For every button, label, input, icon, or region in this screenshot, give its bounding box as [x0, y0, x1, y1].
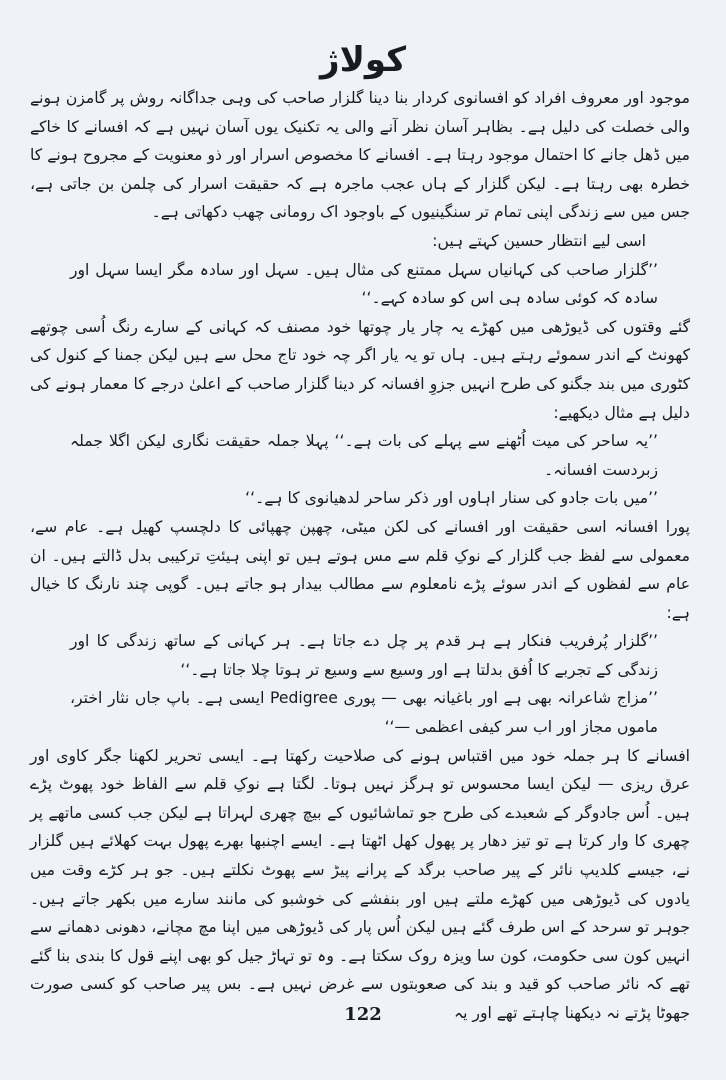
- page-title: کولاژ: [320, 40, 406, 80]
- paragraph: افسانے کا ہر جملہ خود میں اقتباس ہونے کی صلاحیت رکھتا ہے۔ ایسی تحریر لکھنا جگر کاوی اور عرق ریزی — لیکن ایسا محسوس تو ہرگز نہیں ہوتا۔ لگتا ہے نوکِ قلم سے الفاظ خود پھوٹ پڑے ہیں۔ اُس جادوگر کے شعبدے کی طرح جو تماشائیوں کے بیچ چھری لہراتا ہے لیکن جب کسی ماتھے پر چھری کا وار کرتا ہے تو تیز دھار پر پھول کھل اٹھتا ہے۔ ایسے اچنبھا بھرے پھول بہت کھلائے ہیں گلزار نے، جیسے کلدیپ نائر کے پیر صاحب برگد کے پرانے پیڑ سے پھوٹ نکلتے ہیں۔ جو ہر کڑے وقت میں یادوں کی ڈیوڑھی میں کھڑے ملتے ہیں اور بنفشے کی خوشبو کی مانند سارے میں بکھر جاتے ہیں۔ جوہر تو سرحد کے اس طرف گئے ہیں لیکن اُس پار کی ڈیوڑھی میں اپنا مچ مچانے، دھونی دھمانے سے انہیں کون سی حکومت، کون سا ویزہ روک سکتا ہے۔ وہ تو تہاڑ جیل کو بھی اپنے قول کا بندی بنا گئے تھے کہ نائر صاحب کو قید و بند کی صعوبتوں سے غرض نہیں ہے۔ بس پیر صاحب کو کسی صورت جھوٹا پڑتے نہ دیکھنا چاہتے تھے اور یہ: [30, 746, 690, 1022]
- paragraph: گئے وقتوں کی ڈیوڑھی میں کھڑے یہ چار یار چوتھا خود مصنف کہ کہانی کے سارے رنگ اُسی چوتھے کھونٹ کے اندر سموئے رہتے ہیں۔ ہاں تو یہ یار اگر چہ خود تاج محل سے ہیں لیکن جمنا کے کنول کی کٹوری میں بند جگنو کی طرح انہیں جزوِ افسانہ کر دینا گلزار صاحب کے اعلیٰ درجے کا معمار ہونے کی دلیل ہے مثال دیکھیے:: [30, 317, 690, 422]
- page-number: 122: [344, 1004, 382, 1025]
- block-quote: ’’میں بات جادو کی سنار اہاوں اور ذکر ساحر لدھیانوی کا ہے۔‘‘: [245, 489, 658, 508]
- paragraph-intro: موجود اور معروف افراد کو افسانوی کردار بنا دینا گلزار صاحب کی وہی جداگانہ روش پر گامزن ہونے والی خصلت کی دلیل ہے۔ بظاہر آسان نظر آنے والی یہ تکنیک یوں آسان نہیں ہے کہ افسانے کا خاکے میں ڈھل جانے کا احتمال موجود رہتا ہے۔ افسانے کا مخصوص اسرار اور ذو معنویت کے مجروح ہونے کا خطرہ بھی رہتا ہے۔ لیکن گلزار کے ہاں عجب ماجرہ ہے کہ حقیقت اسرار کی چلمن بن جاتی ہے، جس میں سے زندگی اپنی تمام تر سنگینیوں کے باوجود اک رومانی چھب دکھاتی ہے۔: [30, 89, 690, 222]
- block-quote: ’’مزاج شاعرانہ بھی ہے اور باغیانہ بھی — پوری Pedigree ایسی ہے۔ باپ جاں نثار اختر، ماموں مجاز اور اب سر کیفی اعظمی —‘‘: [70, 689, 658, 737]
- block-quote: ’’یہ ساحر کی میت اُٹھنے سے پہلے کی بات ہے۔‘‘ پہلا جملہ حقیقت نگاری لیکن اگلا جملہ زبردست افسانہ۔: [70, 432, 658, 479]
- block-quote: ’’گلزار صاحب کی کہانیاں سہل ممتنع کی مثال ہیں۔ سہل اور سادہ مگر ایسا سہل اور سادہ کہ کوئی سادہ ہی اس کو سادہ کہے۔‘‘: [70, 260, 658, 308]
- block-quote: ’’گلزار پُرفریب فنکار ہے ہر قدم پر چل دے جاتا ہے۔ ہر کہانی کے ساتھ زندگی کا اور زندگی کے تجربے کا اُفق بدلتا ہے اور وسیع سے وسیع تر ہوتا چلا جاتا ہے۔‘‘: [70, 632, 658, 679]
- page-body: [30, 84, 690, 1028]
- paragraph: پورا افسانہ اسی حقیقت اور افسانے کی لکن میٹی، چھپن چھپائی کا دلچسپ کھیل ہے۔ عام سے، معمولی سے لفظ جب گلزار کے نوکِ قلم سے مس ہوتے ہیں تو اپنی ہیئتِ ترکیبی بدل ڈالتے ہیں۔ ان عام سے لفظوں کے اندر سوئے پڑے نامعلوم سے مطالب بیدار ہو جاتے ہیں۔ گوپی چند نارنگ کا خیال ہے:: [30, 517, 690, 622]
- quote-intro: اسی لیے انتظار حسین کہتے ہیں:: [432, 231, 646, 250]
